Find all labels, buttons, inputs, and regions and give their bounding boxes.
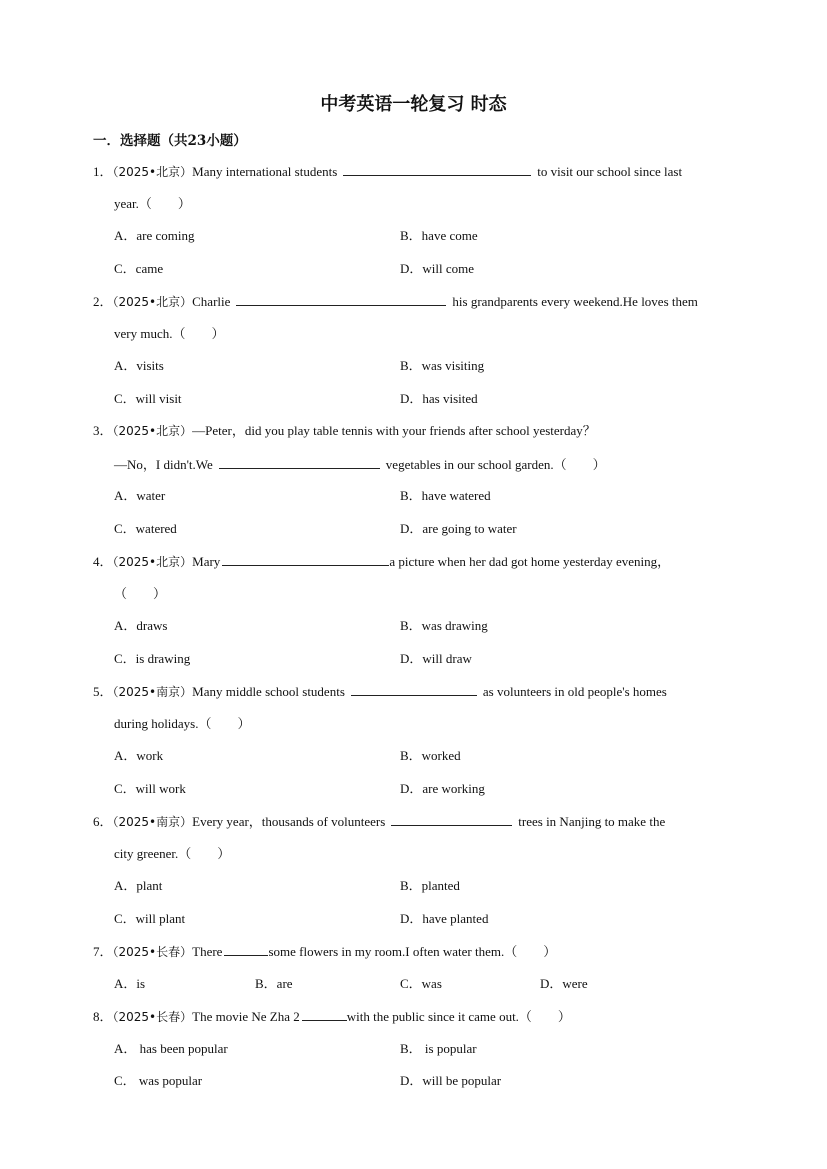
- answer-option[interactable]: A．visits: [114, 358, 164, 373]
- stem-text: city greener.（ ）: [114, 845, 231, 861]
- answer-blank[interactable]: [343, 162, 531, 176]
- stem-text: very much.（ ）: [114, 325, 225, 341]
- stem-text: to visit our school since last: [537, 164, 683, 179]
- stem-text: Charlie: [192, 294, 231, 309]
- question-stem: [93, 812, 665, 830]
- question-source: （2025•南京）: [112, 685, 193, 699]
- answer-option[interactable]: C．was: [400, 975, 442, 991]
- question-source: （2025•长春）: [112, 1010, 193, 1024]
- stem-text: year.（ ）: [114, 195, 191, 211]
- question-stem-continuation: [114, 325, 224, 343]
- answer-option[interactable]: C．came: [114, 260, 164, 276]
- answer-option[interactable]: A．are coming: [114, 228, 195, 243]
- stem-text: his grandparents every weekend.He loves them: [452, 294, 698, 309]
- question-number: 6．: [93, 814, 113, 829]
- answer-option[interactable]: D．has visited: [400, 390, 478, 406]
- question-source: （2025•北京）: [112, 165, 193, 179]
- section-heading: 一．选择题（共23小题）: [93, 133, 247, 149]
- question-stem: [93, 682, 667, 700]
- document-title: 中考英语一轮复习 时态: [320, 94, 507, 115]
- answer-option[interactable]: A．plant: [114, 878, 163, 893]
- stem-text: Mary: [192, 554, 221, 569]
- question-source: （2025•长春）: [112, 945, 193, 959]
- question-stem-continuation: [114, 195, 191, 213]
- question-number: 5．: [93, 684, 113, 699]
- answer-blank[interactable]: [391, 812, 512, 826]
- question-stem: [93, 1007, 571, 1025]
- question-stem-continuation: [114, 845, 230, 863]
- stem-text: Many middle school students: [192, 684, 345, 699]
- answer-blank[interactable]: [222, 552, 389, 566]
- question-number: 2．: [93, 294, 113, 309]
- question-source: （2025•北京）: [112, 295, 193, 309]
- answer-blank[interactable]: [236, 292, 446, 306]
- stem-text: There: [192, 944, 223, 959]
- question-stem: [93, 552, 670, 570]
- answer-option[interactable]: D．were: [540, 975, 588, 991]
- question-stem-continuation: [114, 455, 606, 473]
- answer-option[interactable]: B．worked: [400, 748, 461, 763]
- answer-option[interactable]: D．will come: [400, 260, 475, 276]
- question-number: 3．: [93, 423, 113, 438]
- stem-text: trees in Nanjing to make the: [518, 814, 666, 829]
- answer-option[interactable]: C． was popular: [114, 1073, 203, 1088]
- answer-blank[interactable]: [224, 942, 268, 956]
- stem-text: The movie Ne Zha 2: [192, 1009, 300, 1024]
- stem-text: some flowers in my room.I often water them.（ ）: [268, 944, 557, 959]
- answer-option[interactable]: C．watered: [114, 520, 177, 536]
- question-stem-continuation: [114, 715, 251, 733]
- answer-option[interactable]: D．are going to water: [400, 520, 517, 536]
- answer-option[interactable]: B．was visiting: [400, 358, 485, 373]
- question-source: （2025•北京）: [112, 424, 193, 438]
- question-number: 4．: [93, 554, 113, 569]
- answer-option[interactable]: A．is: [114, 975, 146, 991]
- question-stem: [93, 292, 698, 310]
- question-source: （2025•南京）: [112, 815, 193, 829]
- answer-option[interactable]: A．work: [114, 748, 164, 763]
- question-number: 7．: [93, 944, 113, 959]
- answer-option[interactable]: C．is drawing: [114, 650, 191, 666]
- question-stem: [93, 422, 596, 440]
- stem-text: —No，I didn't.We: [114, 456, 213, 472]
- question-source: （2025•北京）: [112, 555, 193, 569]
- answer-option[interactable]: B．planted: [400, 878, 460, 893]
- stem-text: as volunteers in old people's homes: [482, 684, 667, 699]
- stem-text: with the public since it came out.（ ）: [346, 1009, 571, 1024]
- answer-option[interactable]: D．have planted: [400, 910, 489, 926]
- answer-blank[interactable]: [219, 455, 380, 469]
- answer-option[interactable]: D．are working: [400, 780, 485, 796]
- stem-text: Every year，thousands of volunteers: [192, 814, 386, 829]
- answer-option[interactable]: A． has been popular: [114, 1040, 228, 1056]
- answer-option[interactable]: C．will work: [114, 780, 186, 796]
- answer-option[interactable]: D．will draw: [400, 650, 472, 666]
- answer-option[interactable]: B．are: [255, 975, 293, 991]
- answer-blank[interactable]: [302, 1007, 347, 1021]
- answer-option[interactable]: B．have watered: [400, 488, 491, 503]
- stem-text: Many international students: [192, 164, 338, 179]
- answer-option[interactable]: C．will plant: [114, 910, 186, 926]
- answer-option[interactable]: A．draws: [114, 618, 168, 633]
- stem-text: a picture when her dad got home yesterday evening，: [389, 554, 671, 569]
- answer-option[interactable]: C．will visit: [114, 390, 182, 406]
- question-stem: [93, 162, 682, 180]
- stem-text: （ ）: [114, 585, 167, 601]
- answer-option[interactable]: A．water: [114, 488, 166, 503]
- stem-text: vegetables in our school garden.（ ）: [385, 456, 606, 472]
- answer-option[interactable]: D．will be popular: [400, 1073, 502, 1088]
- answer-option[interactable]: B． is popular: [400, 1040, 477, 1056]
- stem-text: during holidays.（ ）: [114, 715, 251, 731]
- answer-blank[interactable]: [351, 682, 477, 696]
- answer-option[interactable]: B．have come: [400, 228, 478, 243]
- question-number: 1．: [93, 164, 113, 179]
- question-stem: [93, 942, 556, 960]
- stem-text: —Peter，did you play table tennis with your friends after school yesterday？: [192, 423, 596, 438]
- question-number: 8．: [93, 1009, 113, 1024]
- question-stem-continuation: [114, 585, 166, 603]
- answer-option[interactable]: B．was drawing: [400, 618, 488, 633]
